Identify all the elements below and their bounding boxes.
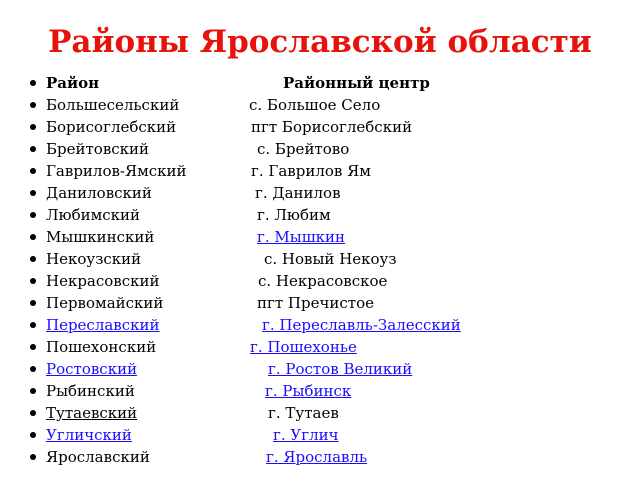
district-name: Борисоглебский <box>46 118 177 136</box>
bullet-icon <box>30 190 36 196</box>
district-name: Даниловский <box>46 184 152 202</box>
bullet-icon <box>30 322 36 328</box>
district-name: Некоузский <box>46 250 142 268</box>
list-item <box>0 314 640 336</box>
bullet-icon <box>30 146 36 152</box>
bullet-icon <box>30 212 36 218</box>
bullet-icon <box>30 454 36 460</box>
district-center-link[interactable]: г. Пошехонье <box>250 338 357 356</box>
district-center: г. Любим <box>257 206 331 224</box>
district-name: Некрасовский <box>46 272 160 290</box>
district-center: г. Гаврилов Ям <box>251 162 371 180</box>
district-name: Мышкинский <box>46 228 155 246</box>
district-name: Тутаевский <box>46 404 138 422</box>
district-name: Ярославский <box>46 448 150 466</box>
district-center: пгт Пречистое <box>257 294 375 312</box>
bullet-icon <box>30 80 36 86</box>
bullet-icon <box>30 124 36 130</box>
district-name: Брейтовский <box>46 140 150 158</box>
district-name: Любимский <box>46 206 141 224</box>
list-item <box>0 160 640 182</box>
bullet-icon <box>30 300 36 306</box>
page-title: Районы Ярославской области <box>48 24 592 60</box>
district-name: Большесельский <box>46 96 180 114</box>
district-name-link[interactable]: Угличский <box>46 426 132 444</box>
district-name: Гаврилов-Ямский <box>46 162 187 180</box>
list-item <box>0 204 640 226</box>
bullet-icon <box>30 344 36 350</box>
list-item <box>0 138 640 160</box>
list-item <box>0 182 640 204</box>
district-center: с. Новый Некоуз <box>264 250 397 268</box>
district-name: Рыбинский <box>46 382 135 400</box>
district-center: г. Данилов <box>255 184 341 202</box>
district-center-link[interactable]: г. Мышкин <box>257 228 346 246</box>
list-item <box>0 402 640 424</box>
district-center: пгт Борисоглебский <box>251 118 413 136</box>
list-header <box>0 72 640 94</box>
district-name-link[interactable]: Ростовский <box>46 360 138 378</box>
list-item <box>0 116 640 138</box>
bullet-icon <box>30 102 36 108</box>
header-district: Район <box>46 74 100 92</box>
list-item <box>0 94 640 116</box>
bullet-icon <box>30 366 36 372</box>
list-item <box>0 380 640 402</box>
district-center: с. Брейтово <box>257 140 350 158</box>
districts-list <box>0 72 640 468</box>
bullet-icon <box>30 168 36 174</box>
list-item <box>0 270 640 292</box>
district-name: Пошехонский <box>46 338 157 356</box>
bullet-icon <box>30 256 36 262</box>
list-item <box>0 226 640 248</box>
list-item <box>0 446 640 468</box>
list-item <box>0 336 640 358</box>
list-item <box>0 358 640 380</box>
district-center: с. Некрасовское <box>258 272 388 290</box>
district-center: г. Тутаев <box>268 404 339 422</box>
header-center: Районный центр <box>283 74 430 92</box>
bullet-icon <box>30 388 36 394</box>
district-center-link[interactable]: г. Рыбинск <box>265 382 352 400</box>
bullet-icon <box>30 234 36 240</box>
bullet-icon <box>30 432 36 438</box>
district-name-link[interactable]: Переславский <box>46 316 160 334</box>
district-center: с. Большое Село <box>249 96 381 114</box>
list-item <box>0 292 640 314</box>
bullet-icon <box>30 410 36 416</box>
district-center-link[interactable]: г. Переславль-Залесский <box>262 316 461 334</box>
bullet-icon <box>30 278 36 284</box>
district-center-link[interactable]: г. Ярославль <box>266 448 368 466</box>
district-name: Первомайский <box>46 294 164 312</box>
district-center-link[interactable]: г. Углич <box>273 426 339 444</box>
district-center-link[interactable]: г. Ростов Великий <box>268 360 413 378</box>
list-item <box>0 424 640 446</box>
list-item <box>0 248 640 270</box>
